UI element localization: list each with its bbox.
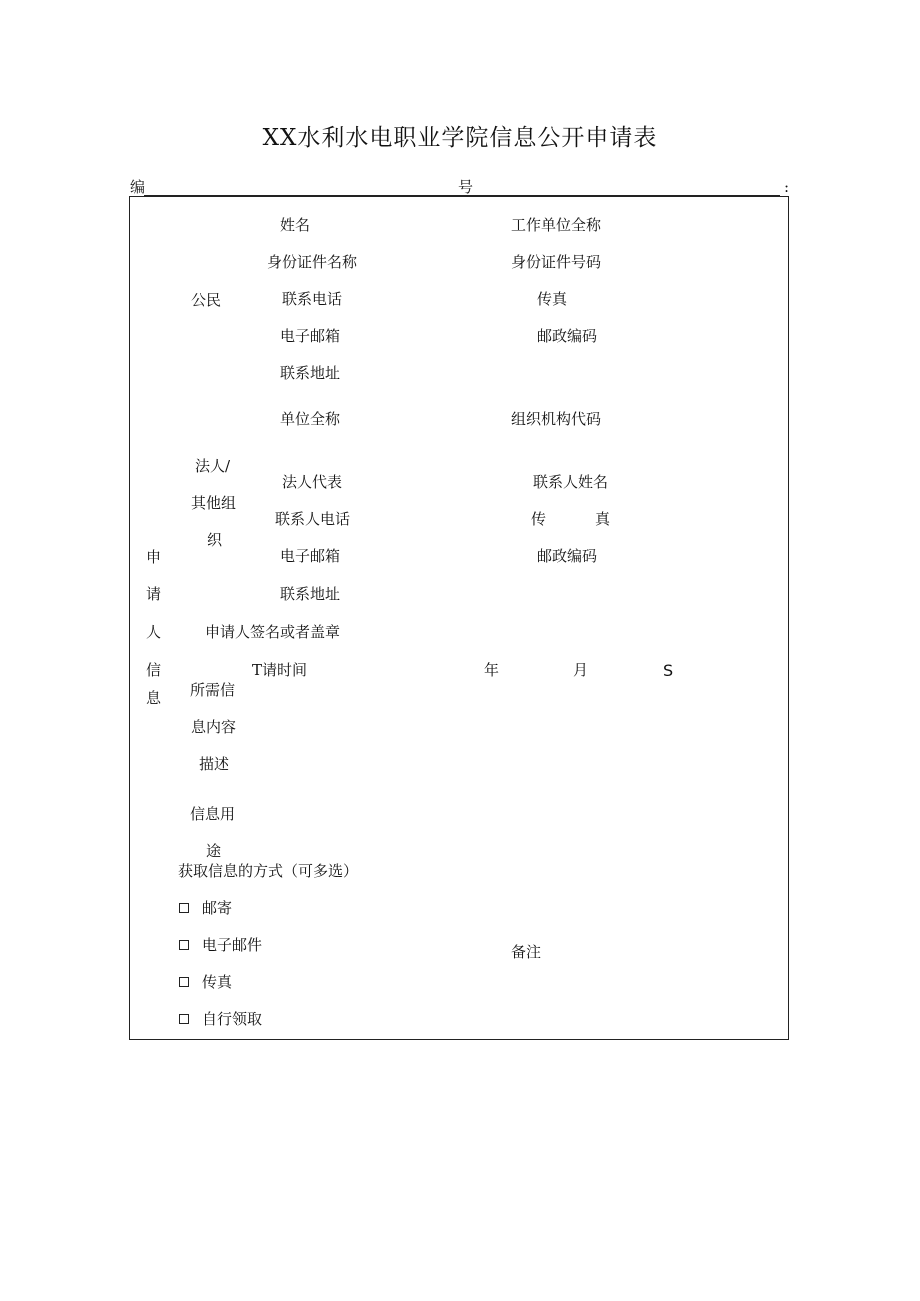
legal-contact-phone-label: 联系人电话 [275, 510, 351, 528]
citizen-phone-label: 联系电话 [282, 290, 343, 308]
number-label-mid: 号 [458, 178, 474, 196]
method-mail-label: 邮寄 [202, 899, 233, 917]
citizen-postcode-label: 邮政编码 [537, 327, 598, 345]
applicant-label-2: 请 [146, 585, 162, 603]
citizen-email-label: 电子邮箱 [280, 327, 341, 345]
legal-representative-label: 法人代表 [282, 473, 343, 491]
day-label: S [663, 661, 674, 680]
applicant-label-1: 申 [146, 548, 162, 566]
legal-fax-label-1: 传 [531, 510, 547, 528]
legal-unit-name-label: 单位全称 [280, 410, 341, 428]
legal-fax-label-2: 真 [595, 510, 611, 528]
applicant-label-4: 信 [146, 661, 162, 679]
applicant-label-3: 人 [146, 623, 162, 641]
citizen-id-number-label: 身份证件号码 [511, 253, 602, 271]
method-mail-checkbox[interactable] [179, 903, 189, 913]
info-use-line-2: 途 [206, 842, 222, 860]
citizen-label: 公民 [191, 291, 222, 309]
info-content-line-2: 息内容 [191, 718, 237, 736]
number-label-colon: : [784, 178, 790, 196]
method-email-checkbox[interactable] [179, 940, 189, 950]
legal-address-label: 联系地址 [280, 585, 341, 603]
legal-org-code-label: 组织机构代码 [511, 410, 602, 428]
method-pickup-checkbox[interactable] [179, 1014, 189, 1024]
method-email-label: 电子邮件 [202, 936, 263, 954]
form-title: XX水利水电职业学院信息公开申请表 [262, 125, 658, 151]
method-fax-checkbox[interactable] [179, 977, 189, 987]
info-use-line-1: 信息用 [190, 805, 236, 823]
citizen-employer-label: 工作单位全称 [511, 216, 602, 234]
citizen-fax-label: 传真 [537, 290, 568, 308]
citizen-id-type-label: 身份证件名称 [267, 253, 358, 271]
number-label-left: 编 [130, 178, 146, 196]
number-line [130, 179, 790, 196]
citizen-name-label: 姓名 [280, 216, 311, 234]
year-label: 年 [484, 661, 500, 679]
legal-label-line-1: 法人/ [195, 457, 231, 475]
request-time-label: T请时间 [252, 661, 308, 679]
methods-heading: 获取信息的方式（可多选） [178, 862, 359, 880]
legal-label-line-3: 织 [207, 531, 223, 549]
info-content-line-1: 所需信 [190, 681, 236, 699]
legal-contact-name-label: 联系人姓名 [533, 473, 609, 491]
legal-postcode-label: 邮政编码 [537, 547, 598, 565]
month-label: 月 [573, 661, 589, 679]
signature-label: 申请人签名或者盖章 [205, 623, 341, 641]
legal-email-label: 电子邮箱 [280, 547, 341, 565]
applicant-label-5: 息 [146, 689, 162, 707]
method-fax-label: 传真 [202, 973, 233, 991]
legal-label-line-2: 其他组 [191, 494, 237, 512]
citizen-address-label: 联系地址 [280, 364, 341, 382]
info-content-line-3: 描述 [199, 755, 230, 773]
method-pickup-label: 自行领取 [202, 1010, 263, 1028]
remarks-label: 备注 [511, 943, 542, 961]
